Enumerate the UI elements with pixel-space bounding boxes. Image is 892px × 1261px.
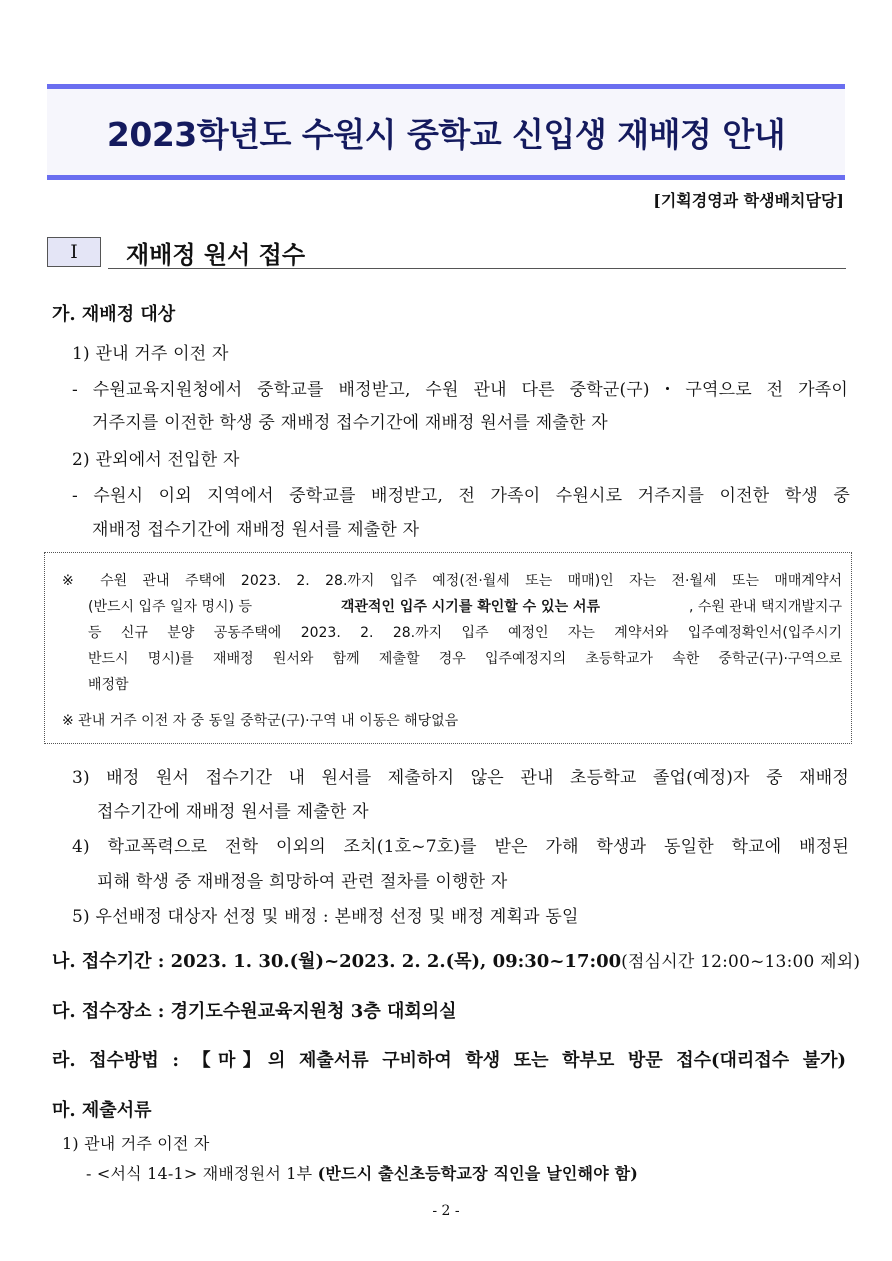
ga-item-5: 5) 우선배정 대상자 선정 및 배정 : 본배정 선정 및 배정 계획과 동일 (72, 907, 579, 927)
note-1-emphasis: 객관적인 입주 시기를 확인할 수 있는 서류 (340, 599, 601, 615)
department-label: [기획경영과 학생배치담당] (653, 191, 844, 210)
ga-item-2-line-2: 재배정 접수기간에 재배정 원서를 제출한 자 (92, 520, 420, 540)
heading-ra: 라. 접수방법 : 【마】의 제출서류 구비하여 학생 또는 학부모 방문 접수(대리접수 불가) (52, 1050, 846, 1071)
ma-sub-1-emphasis: (반드시 출신초등학교장 직인을 날인해야 함) (317, 1164, 639, 1183)
ga-item-2-line-1: - 수원시 이외 지역에서 중학교를 배정받고, 전 가족이 수원시로 거주지를 이전한 학생 중 (72, 486, 850, 506)
section-title: 재배정 원서 접수 (126, 241, 305, 269)
note-2: ※ 관내 거주 이전 자 중 동일 중학군(구)·구역 내 이동은 해당없음 (62, 713, 459, 729)
ga-item-2: 2) 관외에서 전입한 자 (72, 450, 240, 470)
ga-item-1-line-2: 거주지를 이전한 학생 중 재배정 접수기간에 재배정 원서를 제출한 자 (92, 413, 608, 433)
ma-item-1: 1) 관내 거주 이전 자 (62, 1134, 210, 1153)
ma-item-1-sub (86, 1161, 638, 1184)
na-note: (점심시간 12:00~13:00 제외) (621, 952, 861, 972)
ga-item-1: 1) 관내 거주 이전 자 (72, 344, 229, 364)
ma-sub-1-a: - <서식 14-1> 재배정원서 1부 (86, 1164, 318, 1183)
note-1-line-2 (88, 596, 842, 616)
note-1-line-4: 반드시 명시)를 재배정 원서와 함께 제출할 경우 입주예정지의 초등학교가 속한 중학군(구)·구역으로 (88, 651, 842, 667)
title-banner (47, 84, 845, 180)
heading-ga: 가. 재배정 대상 (52, 304, 176, 325)
ga-item-1-line-1: - 수원교육지원청에서 중학교를 배정받고, 수원 관내 다른 중학군(구)・구역으로 전 가족이 (72, 380, 848, 400)
note-1-line-1: ※ 수원 관내 주택에 2023. 2. 28.까지 입주 예정(전·월세 또는 매매)인 자는 전·월세 또는 매매계약서 (62, 573, 842, 589)
note-1-line-2-c: , 수원 관내 택지개발지구 (688, 599, 842, 615)
ga-item-3-line-2: 접수기간에 재배정 원서를 제출한 자 (97, 802, 369, 822)
ga-item-3-line-1: 3) 배정 원서 접수기간 내 원서를 제출하지 않은 관내 초등학교 졸업(예정)자 중 재배정 (72, 768, 849, 788)
heading-na: 나. 접수기간 : 2023. 1. 30.(월)~2023. 2. 2.(목), 09:30~17:00 (52, 951, 622, 972)
page-number: - 2 - (432, 1203, 460, 1219)
note-1-line-3: 등 신규 분양 공동주택에 2023. 2. 28.까지 입주 예정인 자는 계약서와 입주예정확인서(입주시기 (88, 625, 842, 641)
heading-da: 다. 접수장소 : 경기도수원교육지원청 3층 대회의실 (52, 1001, 457, 1022)
section-underline (108, 268, 846, 269)
heading-ma: 마. 제출서류 (52, 1100, 152, 1121)
heading-na-row (52, 947, 860, 973)
ga-item-4-line-1: 4) 학교폭력으로 전학 이외의 조치(1호~7호)를 받은 가해 학생과 동일한 학교에 배정된 (72, 837, 849, 857)
ga-item-4-line-2: 피해 학생 중 재배정을 희망하여 관련 절차를 이행한 자 (97, 872, 508, 892)
section-number: Ⅰ (47, 237, 101, 267)
note-1-line-2-a: (반드시 입주 일자 명시) 등 (88, 599, 252, 615)
page-title: 2023학년도 수원시 중학교 신입생 재배정 안내 (106, 114, 786, 154)
note-1-line-5: 배정함 (88, 677, 129, 693)
